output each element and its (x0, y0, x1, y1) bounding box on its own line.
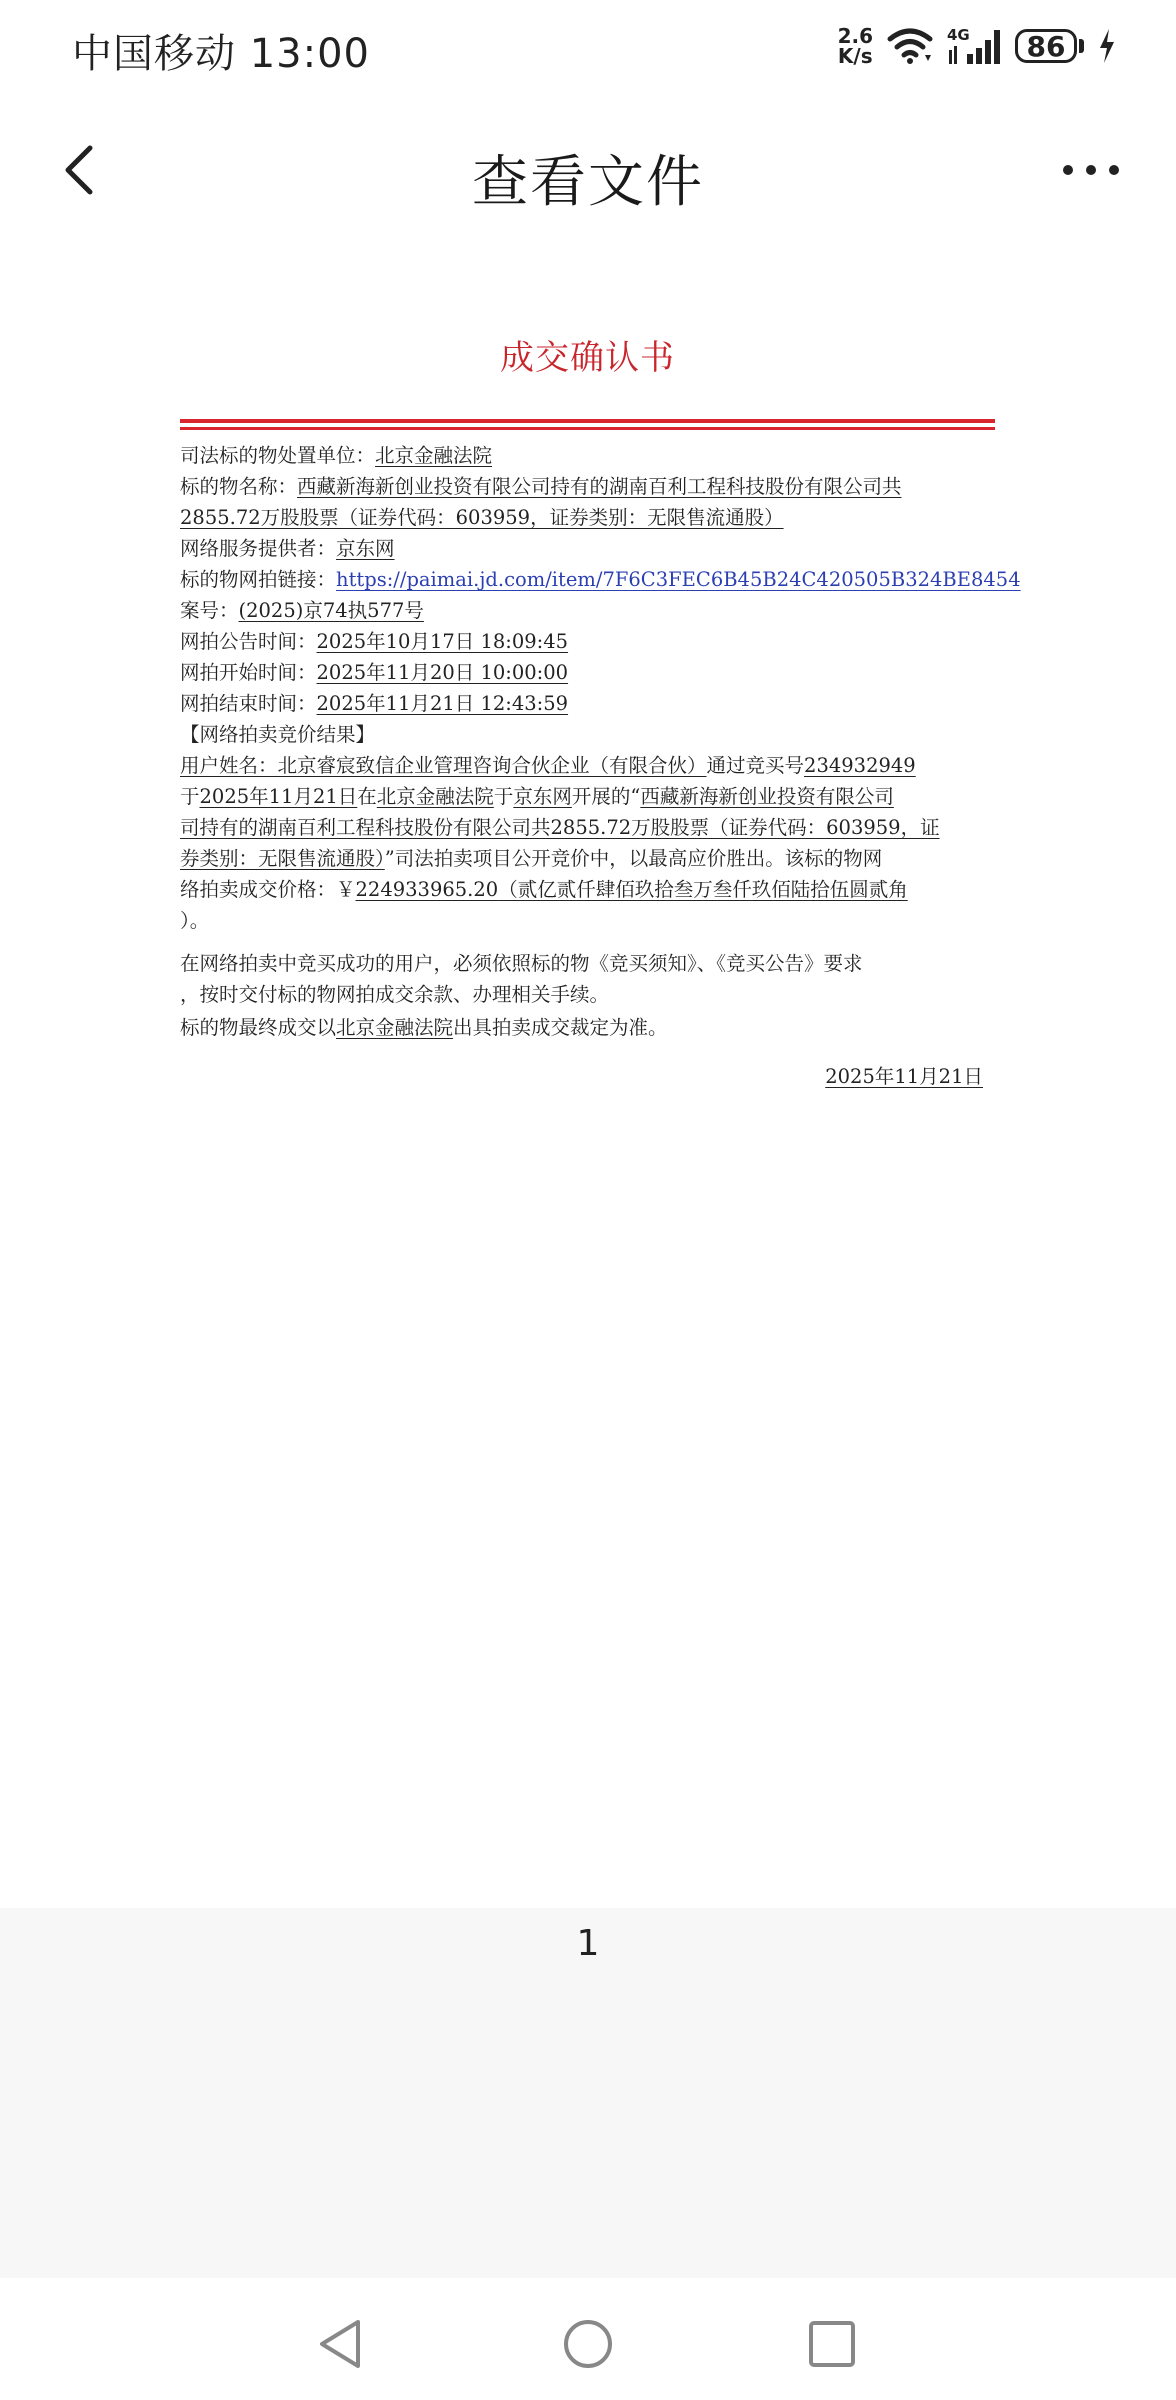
field-item-name (180, 471, 995, 502)
final-court: 北京金融法院 (336, 1016, 454, 1039)
field-announce-time (180, 626, 995, 657)
field-label: 网拍结束时间： (180, 692, 317, 715)
text-run: 于 (493, 785, 514, 808)
result-platform: 京东网 (513, 785, 572, 808)
text-run: 在 (357, 785, 377, 808)
text-run: ”司法拍卖项目公开竞价中，以最高应价胜出。该标的物网 (384, 847, 883, 870)
status-bar (0, 0, 1176, 100)
signal-icon (947, 26, 1001, 66)
field-item-name-cont (180, 502, 995, 533)
status-icons (838, 26, 1116, 66)
bid-number: 234932949 (804, 754, 916, 777)
notice-line: 在网络拍卖中竞买成功的用户，必须依照标的物《竞买须知》、《竞买公告》要求 (180, 952, 863, 975)
user-name: 北京睿宸致信企业管理咨询合伙企业（有限合伙） (277, 754, 707, 777)
field-provider (180, 533, 995, 564)
field-value: (2025)京74执577号 (238, 599, 424, 622)
app-header (0, 120, 1176, 230)
net-speed-value: 2.6 (837, 24, 873, 48)
result-item: 司持有的湖南百利工程科技股份有限公司共2855.72万股股票（证券代码：603959，证 (180, 816, 940, 839)
net-speed (838, 26, 873, 66)
field-value: 2025年11月20日 10:00:00 (316, 661, 569, 684)
field-auction-link (180, 564, 1021, 595)
sign-date (180, 1061, 995, 1092)
field-label: 网拍公告时间： (180, 630, 317, 653)
nav-home-button[interactable] (558, 2314, 618, 2374)
system-nav-bar (0, 2278, 1176, 2400)
field-value: 2025年11月21日 12:43:59 (316, 692, 569, 715)
nav-back-button[interactable] (312, 2314, 372, 2374)
user-label: 用户姓名： (180, 754, 278, 777)
page-footer-area (0, 1908, 1176, 2278)
red-rule-bottom (180, 427, 995, 430)
text-run: 开展的“ (571, 785, 641, 808)
charging-icon (1098, 28, 1116, 64)
battery-level: 86 (1015, 29, 1077, 63)
field-value: 京东网 (336, 537, 395, 560)
triangle-back-icon (312, 2314, 372, 2374)
field-label: 标的物网拍链接： (180, 568, 337, 591)
text-run: 标的物最终成交以 (180, 1016, 337, 1039)
result-item: 券类别：无限售流通股） (180, 847, 385, 870)
page-title: 查看文件 (472, 150, 704, 215)
sign-date-text: 2025年11月21日 (825, 1065, 983, 1088)
field-end-time (180, 688, 995, 719)
page-number: 1 (576, 1923, 600, 1964)
clock-time: 13:00 (249, 31, 370, 77)
text-run: 通过竞买号 (706, 754, 805, 777)
field-start-time (180, 657, 995, 688)
notice-line: ，按时交付标的物网拍成交余款、办理相关手续。 (180, 983, 610, 1006)
carrier-time (72, 22, 370, 79)
field-value: 2025年10月17日 18:09:45 (316, 630, 569, 653)
field-value: 西藏新海新创业投资有限公司持有的湖南百利工程科技股份有限公司共 (297, 475, 902, 498)
red-rule-top (180, 419, 995, 423)
auction-link[interactable]: https://paimai.jd.com/item/7F6C3FEC6B45B24C420505B324BE8454 (336, 568, 1021, 591)
nav-recents-button[interactable] (802, 2314, 862, 2374)
document-page (180, 330, 1021, 1092)
wifi-icon (887, 27, 933, 65)
carrier-name: 中国移动 (72, 31, 236, 77)
deal-price-words: （贰亿贰仟肆佰玖拾叁万叁仟玖佰陆拾伍圆贰角 (498, 878, 908, 901)
price-label: 络拍卖成交价格：￥ (180, 878, 356, 901)
result-date: 2025年11月21日 (199, 785, 358, 808)
text-run: 于 (180, 785, 200, 808)
field-label: 司法标的物处置单位： (180, 444, 376, 467)
result-heading: 【网络拍卖竞价结果】 (180, 723, 376, 746)
battery-indicator (1015, 29, 1084, 63)
network-type: 4G (947, 26, 970, 44)
field-disposal-unit (180, 440, 995, 471)
notice-paragraph (180, 948, 995, 1010)
text-run: 出具拍卖成交裁定为准。 (453, 1016, 668, 1039)
field-label: 标的物名称： (180, 475, 298, 498)
final-ruling-line (180, 1012, 995, 1043)
field-label: 案号： (180, 599, 239, 622)
field-value: 2855.72万股股票（证券代码：603959，证券类别：无限售流通股） (180, 506, 784, 529)
result-court: 北京金融法院 (376, 785, 494, 808)
deal-price: 224933965.20 (355, 878, 499, 901)
square-recents-icon (802, 2314, 862, 2374)
text-run: ）。 (180, 909, 210, 932)
net-speed-unit: K/s (837, 44, 873, 68)
more-options-button[interactable] (1056, 150, 1126, 190)
circle-home-icon (558, 2314, 618, 2374)
field-case-number (180, 595, 995, 626)
field-label: 网拍开始时间： (180, 661, 317, 684)
result-item: 西藏新海新创业投资有限公司 (640, 785, 894, 808)
document-title: 成交确认书 (500, 338, 675, 378)
field-value: 北京金融法院 (375, 444, 493, 467)
result-paragraph (180, 750, 995, 936)
field-label: 网络服务提供者： (180, 537, 337, 560)
more-dots-icon (1056, 150, 1126, 190)
